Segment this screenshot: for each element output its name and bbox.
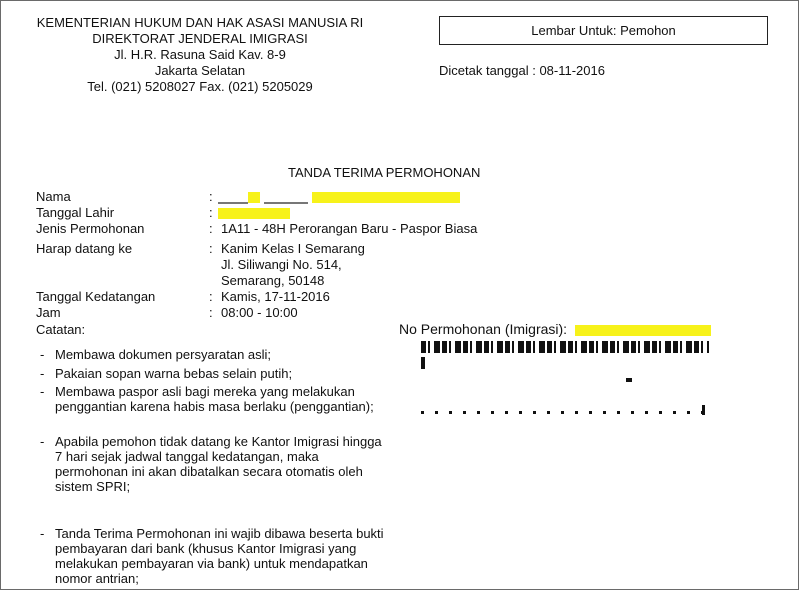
- note-text: Membawa dokumen persyaratan asli;: [55, 347, 272, 362]
- note-dash: -: [40, 434, 45, 449]
- field-sep-nama: :: [209, 189, 213, 204]
- note-dash: -: [40, 366, 45, 381]
- name-highlight: [248, 192, 260, 203]
- office-name: Kanim Kelas I Semarang: [221, 241, 365, 256]
- recipient-box: [439, 16, 768, 45]
- note-dash: -: [40, 384, 45, 399]
- barcode-fragment: [421, 411, 705, 414]
- ministry-name: KEMENTERIAN HUKUM DAN HAK ASASI MANUSIA RI: [36, 15, 364, 30]
- note-dash: -: [40, 347, 45, 362]
- field-label-harap-datang: Harap datang ke: [36, 241, 133, 256]
- name-value-redacted: [218, 189, 460, 205]
- field-label-jam: Jam: [36, 305, 61, 320]
- note-text: nomor antrian;: [55, 571, 139, 586]
- catatan-label: Catatan:: [36, 322, 86, 337]
- note-text: Membawa paspor asli bagi mereka yang melakukan: [55, 384, 355, 399]
- no-permohonan-highlight: [575, 325, 711, 336]
- field-sep-tanggal-lahir: :: [209, 205, 213, 220]
- note-dash: -: [40, 526, 45, 541]
- note-text: Tanda Terima Permohonan ini wajib dibawa beserta bukti: [55, 526, 384, 541]
- field-value-tanggal-kedatangan: Kamis, 17-11-2016: [221, 289, 330, 304]
- note-text: 7 hari sejak jadwal tanggal kedatangan, maka: [55, 449, 319, 464]
- barcode-fragment: [626, 378, 632, 382]
- note-text: penggantian karena habis masa berlaku (penggantian);: [55, 399, 374, 414]
- birthdate-value-redacted: [218, 205, 290, 221]
- field-label-jenis: Jenis Permohonan: [36, 221, 145, 236]
- field-value-jenis: 1A11 - 48H Perorangan Baru - Paspor Biasa: [221, 221, 478, 236]
- no-permohonan-label: [399, 321, 711, 337]
- no-permohonan-text: No Permohonan (Imigrasi):: [399, 321, 568, 337]
- printed-date: Dicetak tanggal : 08-11-2016: [439, 63, 605, 78]
- note-text: pembayaran dari bank (khusus Kantor Imigrasi yang: [55, 541, 357, 556]
- recipient-label: Lembar Untuk: Pemohon: [531, 23, 676, 38]
- phone-fax-line: Tel. (021) 5208027 Fax. (021) 5205029: [87, 79, 313, 94]
- note-text: permohonan ini akan dibatalkan secara otomatis oleh: [55, 464, 363, 479]
- office-city: Semarang, 50148: [221, 273, 325, 288]
- note-text: sistem SPRI;: [55, 479, 131, 494]
- field-sep-harap-datang: :: [209, 241, 213, 256]
- office-street: Jl. Siliwangi No. 514,: [221, 257, 342, 272]
- barcode-redacted: [421, 341, 709, 353]
- note-text: Pakaian sopan warna bebas selain putih;: [55, 366, 293, 381]
- address-line: Jl. H.R. Rasuna Said Kav. 8-9: [114, 47, 286, 62]
- note-text: Apabila pemohon tidak datang ke Kantor Imigrasi hingga: [55, 434, 382, 449]
- note-text: melakukan pembayaran via bank) untuk mendapatkan: [55, 556, 368, 571]
- field-sep-jam: :: [209, 305, 213, 320]
- birthdate-highlight: [218, 208, 290, 219]
- name-highlight: [218, 191, 248, 204]
- name-highlight: [312, 192, 460, 203]
- field-label-tanggal-lahir: Tanggal Lahir: [36, 205, 115, 220]
- directorate-name: DIREKTORAT JENDERAL IMIGRASI: [92, 31, 308, 46]
- barcode-fragment: [421, 357, 425, 369]
- city-line: Jakarta Selatan: [154, 63, 246, 78]
- name-highlight: [264, 191, 308, 204]
- field-sep-jenis: :: [209, 221, 213, 236]
- field-value-jam: 08:00 - 10:00: [221, 305, 298, 320]
- field-sep-tanggal-kedatangan: :: [209, 289, 213, 304]
- field-label-tanggal-kedatangan: Tanggal Kedatangan: [36, 289, 156, 304]
- field-label-nama: Nama: [36, 189, 71, 204]
- barcode-fragment: [702, 405, 705, 415]
- document-title: TANDA TERIMA PERMOHONAN: [288, 165, 481, 180]
